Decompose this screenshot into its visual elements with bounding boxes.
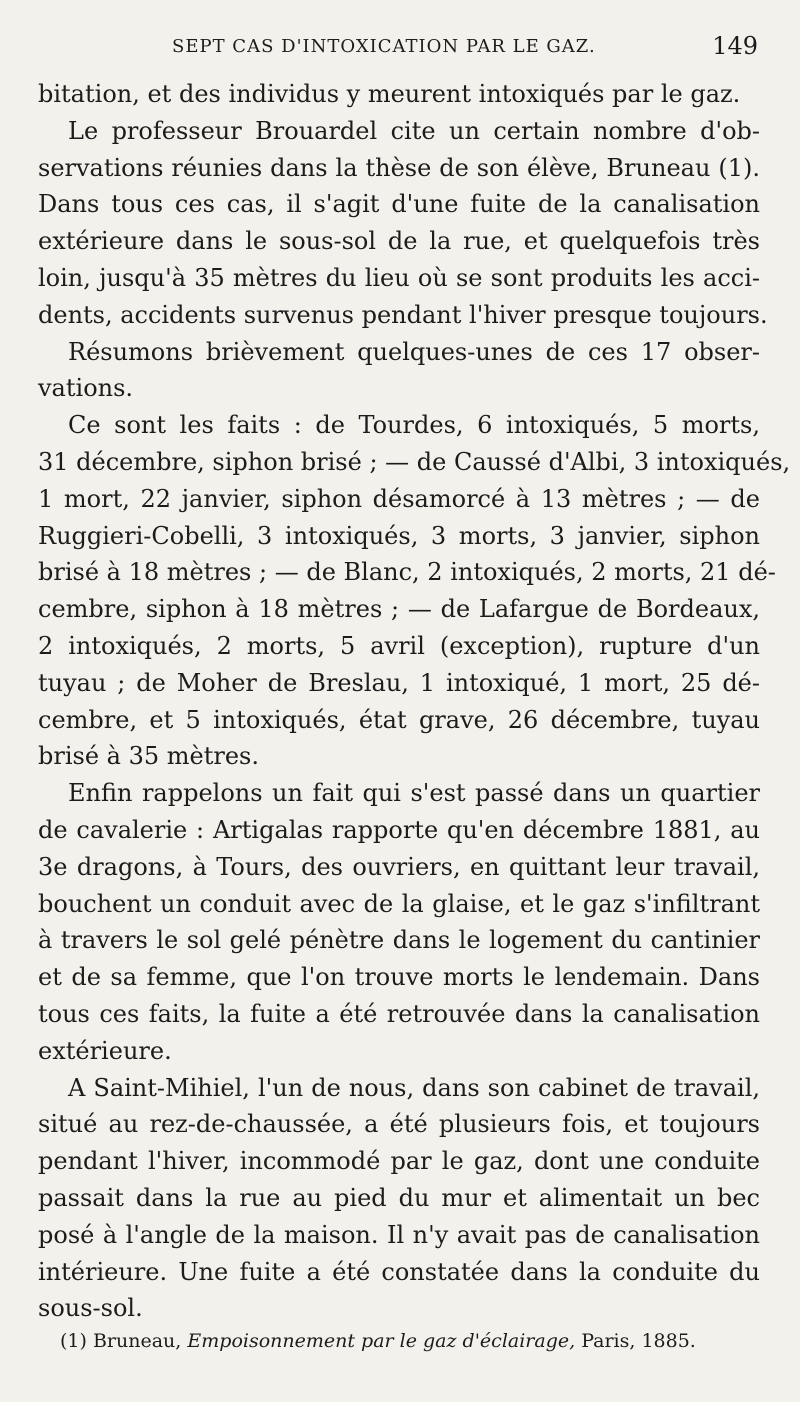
footnote-author: Bruneau, — [92, 1330, 182, 1352]
text-line: loin, jusqu'à 35 mètres du lieu où se sont produits les acci- — [38, 263, 760, 292]
text-line: brisé à 35 mètres. — [38, 742, 259, 771]
text-line: 1 mort, 22 janvier, siphon désamorcé à 13 mètres ; — de — [38, 484, 760, 513]
page-number: 149 — [712, 32, 758, 60]
text-line: A Saint-Mihiel, l'un de nous, dans son cabinet de travail, — [68, 1073, 760, 1102]
text-line: 3e dragons, à Tours, des ouvriers, en quittant leur travail, — [38, 852, 760, 881]
text-line: tous ces faits, la fuite a été retrouvée dans la canalisation — [38, 999, 760, 1028]
text-line: extérieure dans le sous-sol de la rue, et quelquefois très — [38, 227, 760, 256]
text-line: à travers le sol gelé pénètre dans le logement du cantinier — [38, 926, 760, 955]
page-header — [40, 32, 758, 64]
text-line: servations réunies dans la thèse de son élève, Bruneau (1). — [38, 153, 760, 182]
text-line: Résumons brièvement quelques-unes de ces 17 obser- — [68, 337, 760, 366]
text-line: cembre, et 5 intoxiqués, état grave, 26 décembre, tuyau — [38, 705, 760, 734]
text-line: intérieure. Une fuite a été constatée dans la conduite du — [38, 1257, 760, 1286]
footnote — [60, 1330, 740, 1352]
text-line: Enfin rappelons un fait qui s'est passé dans un quartier — [68, 779, 760, 808]
text-line: sous-sol. — [38, 1294, 143, 1323]
text-line: bitation, et des individus y meurent intoxiqués par le gaz. — [38, 80, 741, 108]
text-line: tuyau ; de Moher de Breslau, 1 intoxiqué, 1 mort, 25 dé- — [38, 668, 760, 697]
text-line: extérieure. — [38, 1036, 172, 1065]
text-line: Ruggieri-Cobelli, 3 intoxiqués, 3 morts, 3 janvier, siphon — [38, 521, 760, 550]
text-line: vations. — [38, 374, 134, 403]
text-line: posé à l'angle de la maison. Il n'y avait pas de canalisation — [38, 1220, 760, 1249]
text-line: bouchent un conduit avec de la glaise, et le gaz s'infiltrant — [38, 889, 760, 918]
text-line: Ce sont les faits : de Tourdes, 6 intoxiqués, 5 morts, — [68, 411, 760, 440]
text-line: Le professeur Brouardel cite un certain nombre d'ob- — [68, 116, 760, 145]
body-text — [38, 76, 791, 1327]
text-line: situé au rez-de-chaussée, a été plusieurs fois, et toujours — [38, 1110, 760, 1139]
text-line: et de sa femme, que l'on trouve morts le lendemain. Dans — [38, 963, 760, 992]
running-title: SEPT CAS D'INTOXICATION PAR LE GAZ. — [172, 36, 596, 57]
text-line: passait dans la rue au pied du mur et alimentait un bec — [38, 1183, 760, 1212]
text-line: Dans tous ces cas, il s'agit d'une fuite de la canalisation — [38, 190, 760, 219]
text-line: 2 intoxiqués, 2 morts, 5 avril (exception), rupture d'un — [38, 631, 760, 660]
footnote-title: Empoisonnement par le gaz d'éclairage, — [187, 1330, 576, 1352]
text-line: dents, accidents survenus pendant l'hiver presque toujours. — [38, 300, 768, 329]
text-line: cembre, siphon à 18 mètres ; — de Lafargue de Bordeaux, — [38, 595, 760, 624]
text-line: brisé à 18 mètres ; — de Blanc, 2 intoxiqués, 2 morts, 21 dé- — [38, 558, 776, 587]
text-line: de cavalerie : Artigalas rapporte qu'en décembre 1881, au — [38, 815, 760, 844]
footnote-place-year: Paris, 1885. — [581, 1330, 696, 1352]
text-line: 31 décembre, siphon brisé ; — de Caussé d'Albi, 3 intoxiqués, — [38, 447, 791, 476]
footnote-marker: (1) — [60, 1330, 87, 1352]
text-line: pendant l'hiver, incommodé par le gaz, dont une conduite — [38, 1147, 760, 1176]
